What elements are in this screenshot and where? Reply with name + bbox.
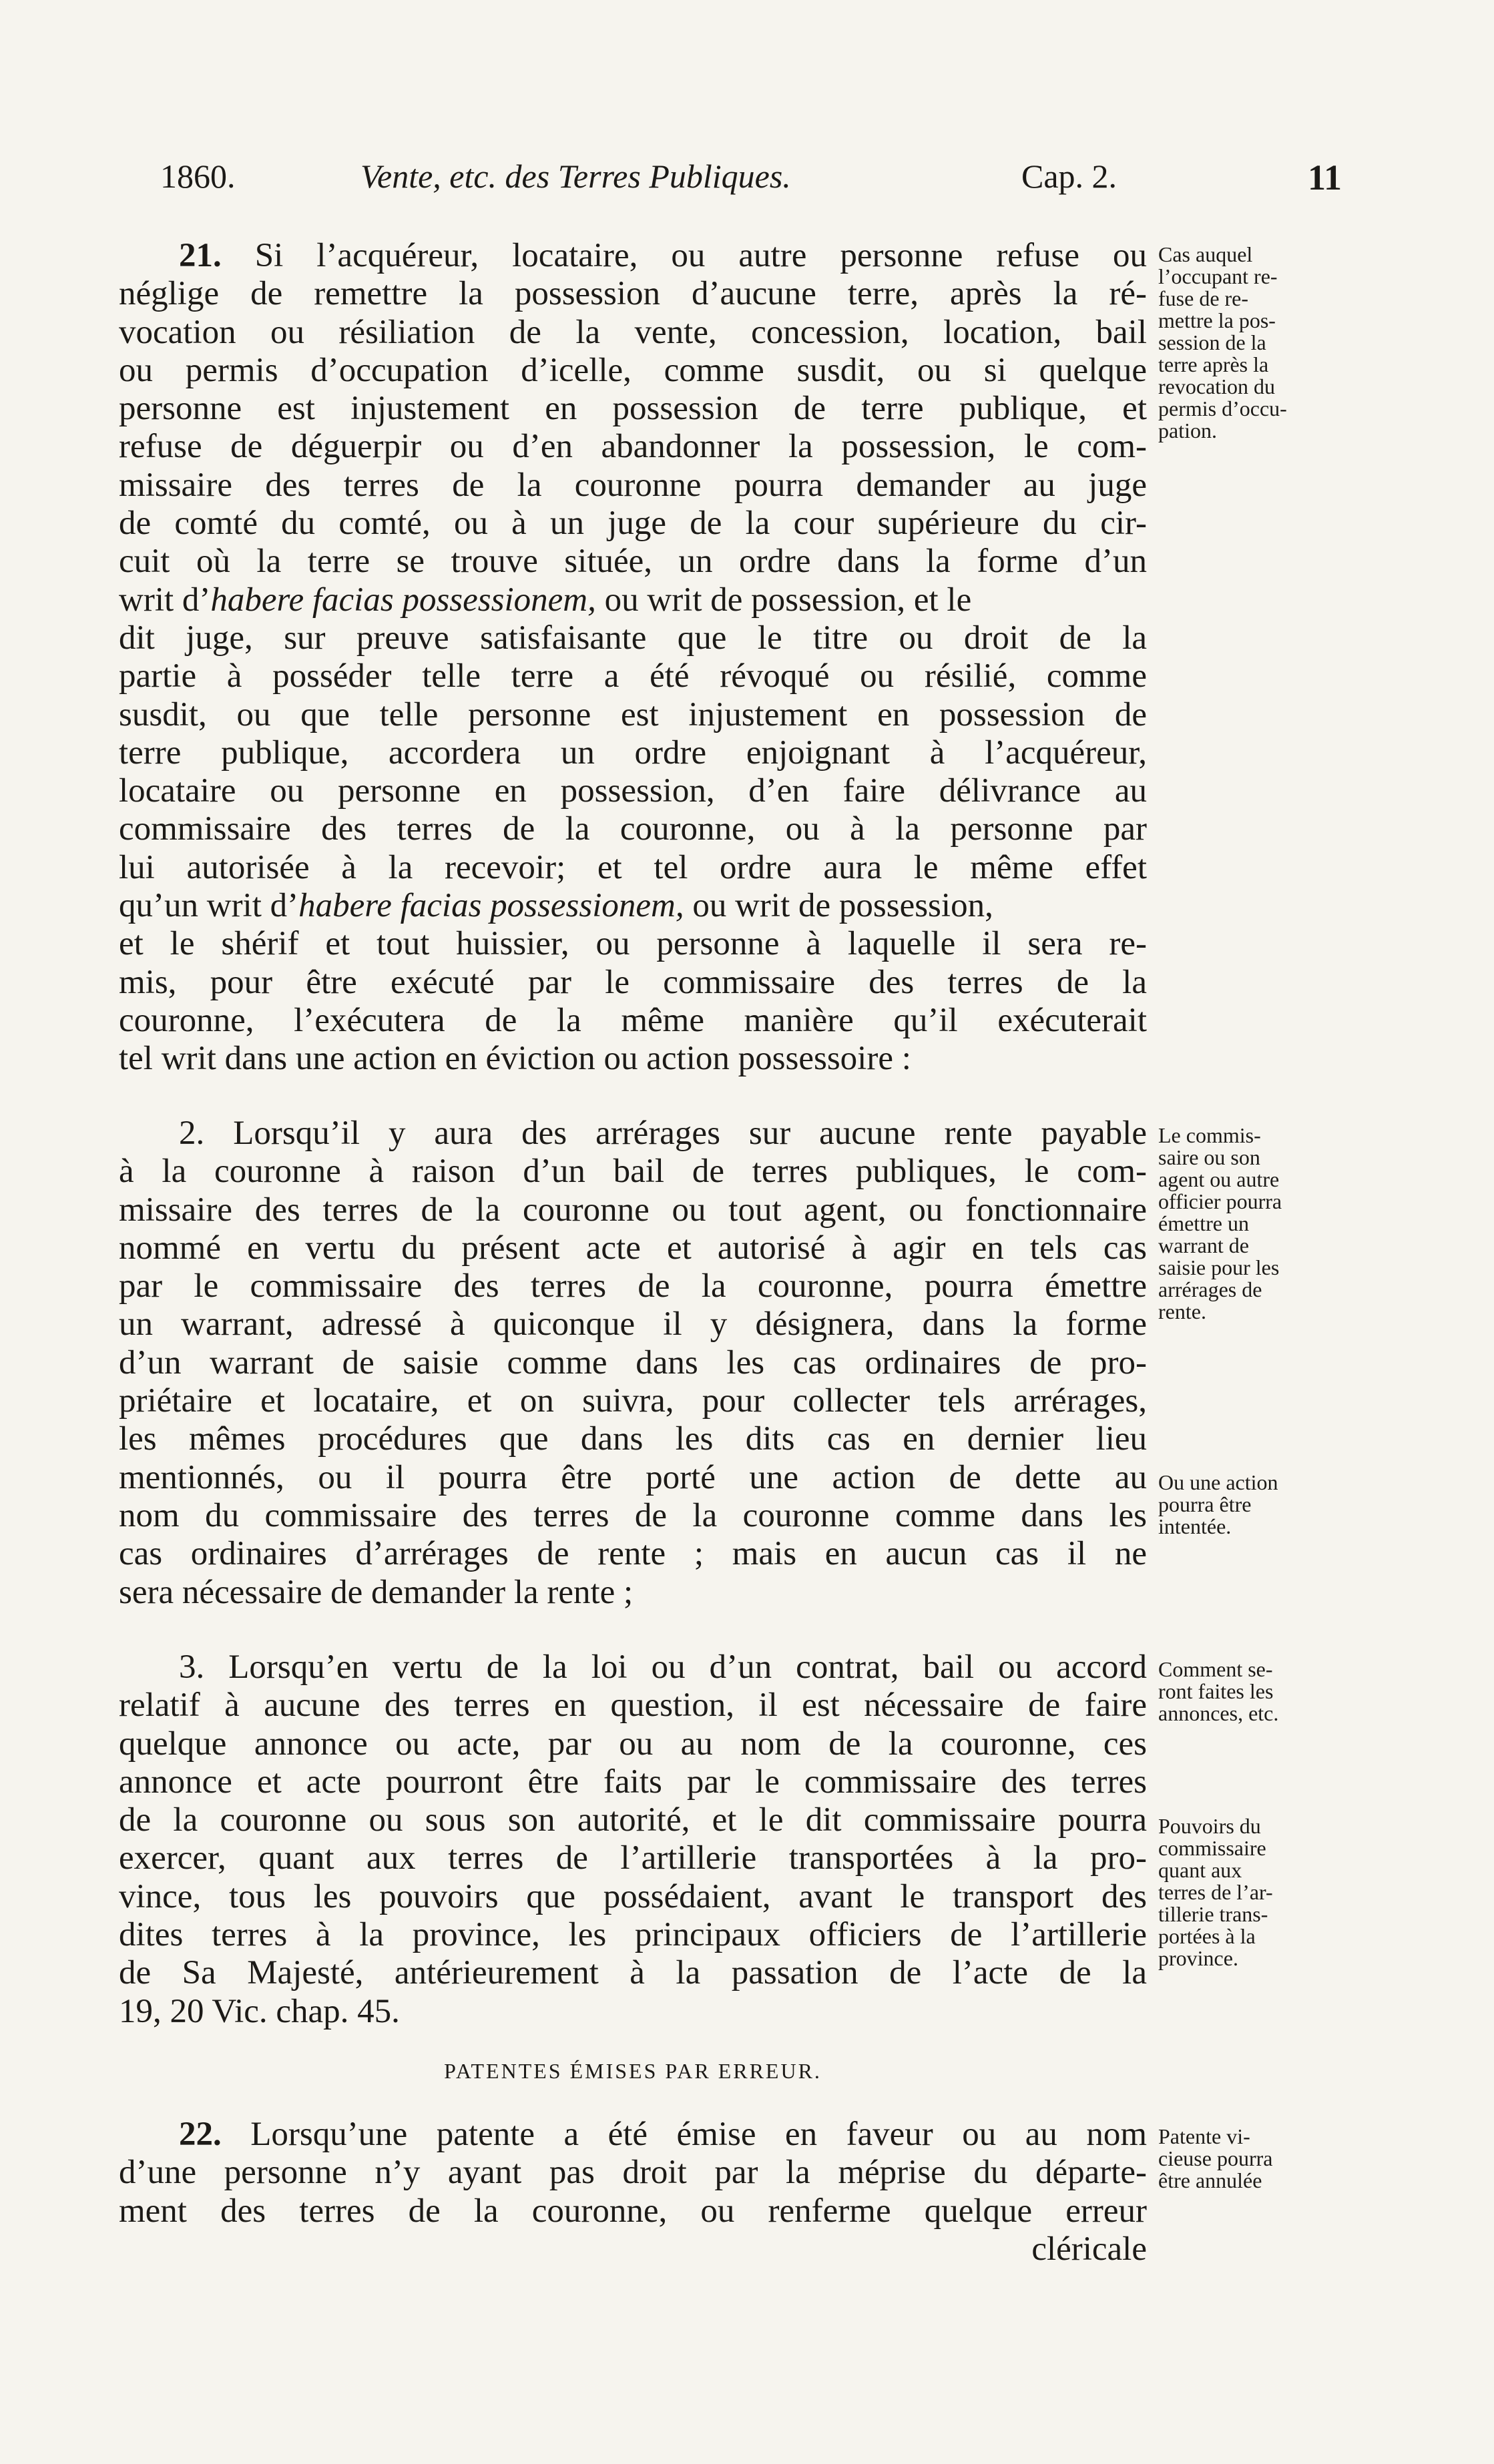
section-22: 22. Lorsqu’une patente a été émise en faveur ou au nom d’une personne n’y ayant pas droit par la méprise du départe- ment des terres de la couronne, ou renferme quelque erreur cléricale	[119, 2116, 1147, 2268]
running-header	[160, 157, 1342, 204]
subsection-2: 2. Lorsqu’il y aura des arrérages sur aucune rente payable à la couronne à raison d’un bail de terres publiques, le com- missaire des terres de la couronne ou tout agent, ou fonctionnaire nommé en vertu du présent acte et autorisé à agir en tels cas par le commissaire des terres de la couronne, pourra émettre un warrant, adressé à quiconque il y désignera, dans la forme d’un warrant de saisie comme dans les cas ordinaires de pro- priétaire et locataire, et on suivra, pour collecter tels arrérages, les mêmes procédures que dans les dits cas en dernier lieu mentionnés, ou il pourra être porté une action de dette au nom du commissaire des terres de la couronne comme dans les cas ordinaires d’arrérages de rente ; mais en aucun cas il ne sera nécessaire de demander la rente ;	[119, 1115, 1147, 1611]
section-heading: PATENTES ÉMISES PAR ERREUR.	[444, 2059, 822, 2083]
header-year: 1860.	[160, 158, 236, 195]
subsection-3: 3. Lorsqu’en vertu de la loi ou d’un contrat, bail ou accord relatif à aucune des terres en question, il est nécessaire de faire quelque annonce ou acte, par ou au nom de la couronne, ces annonce et acte pourront être faits par le commissaire des terres de la couronne ou sous son autorité, et le dit commissaire pourra exercer, quant aux terres de l’artillerie transportées à la pro- vince, tous les pouvoirs que possédaient, avant le transport des dites terres à la province, les principaux officiers de l’artillerie de Sa Majesté, antérieurement à la passation de l’acte de la 19, 20 Vic. chap. 45.	[119, 1648, 1147, 2030]
margin-note-3a: Comment se- ront faites les annonces, etc.	[1158, 1657, 1279, 1725]
margin-note-3b: Pouvoirs du commissaire quant aux terres de l’ar- tillerie trans- portées à la province.	[1158, 1814, 1273, 1970]
section-number-22: 22.	[179, 2116, 222, 2153]
margin-note-21: Cas auquel l’occupant re- fuse de re- mettre la pos- session de la terre après la revocation du permis d’occu- pation.	[1158, 242, 1287, 442]
section-21: 21. Si l’acquéreur, locataire, ou autre personne refuse ou néglige de remettre la possession d’aucune terre, après la ré- vocation ou résiliation de la vente, concession, location, bail ou permis d’occupation d’icelle, comme susdit, ou si quelque personne est injustement en possession de terre publique, et refuse de déguerpir ou d’en abandonner la possession, le com- missaire des terres de la couronne pourra demander au juge de comté du comté, ou à un juge de la cour supérieure du cir- cuit où la terre se trouve située, un ordre dans la forme d’un writ d’habere facias possessionem, ou writ de possession, et le dit juge, sur preuve satisfaisante que le titre ou droit de la partie à posséder telle terre a été révoqué ou résilié, comme susdit, ou que telle personne est injustement en possession de terre publique, accordera un ordre enjoignant à l’acquéreur, locataire ou personne en possession, d’en faire délivrance au commissaire des terres de la couronne, ou à la personne par lui autorisée à la recevoir; et tel ordre aura le même effet qu’un writ d’habere facias possessionem, ou writ de possession, et le shérif et tout huissier, ou personne à laquelle il sera re- mis, pour être exécuté par le commissaire des terres de la couronne, l’exécutera de la même manière qu’il exécuterait tel writ dans une action en éviction ou action possessoire :	[119, 237, 1147, 1078]
page-number: 11	[1307, 158, 1342, 198]
section-number-21: 21.	[179, 237, 222, 274]
header-chapter: Cap. 2.	[1021, 158, 1117, 195]
header-title: Vente, etc. des Terres Publiques.	[360, 158, 791, 195]
margin-note-2b: Ou une action pourra être intentée.	[1158, 1470, 1278, 1538]
margin-note-22: Patente vi- cieuse pourra être annulée	[1158, 2124, 1273, 2192]
margin-note-2a: Le commis- saire ou son agent ou autre officier pourra émettre un warrant de saisie pour les arrérages de rente.	[1158, 1123, 1282, 1323]
